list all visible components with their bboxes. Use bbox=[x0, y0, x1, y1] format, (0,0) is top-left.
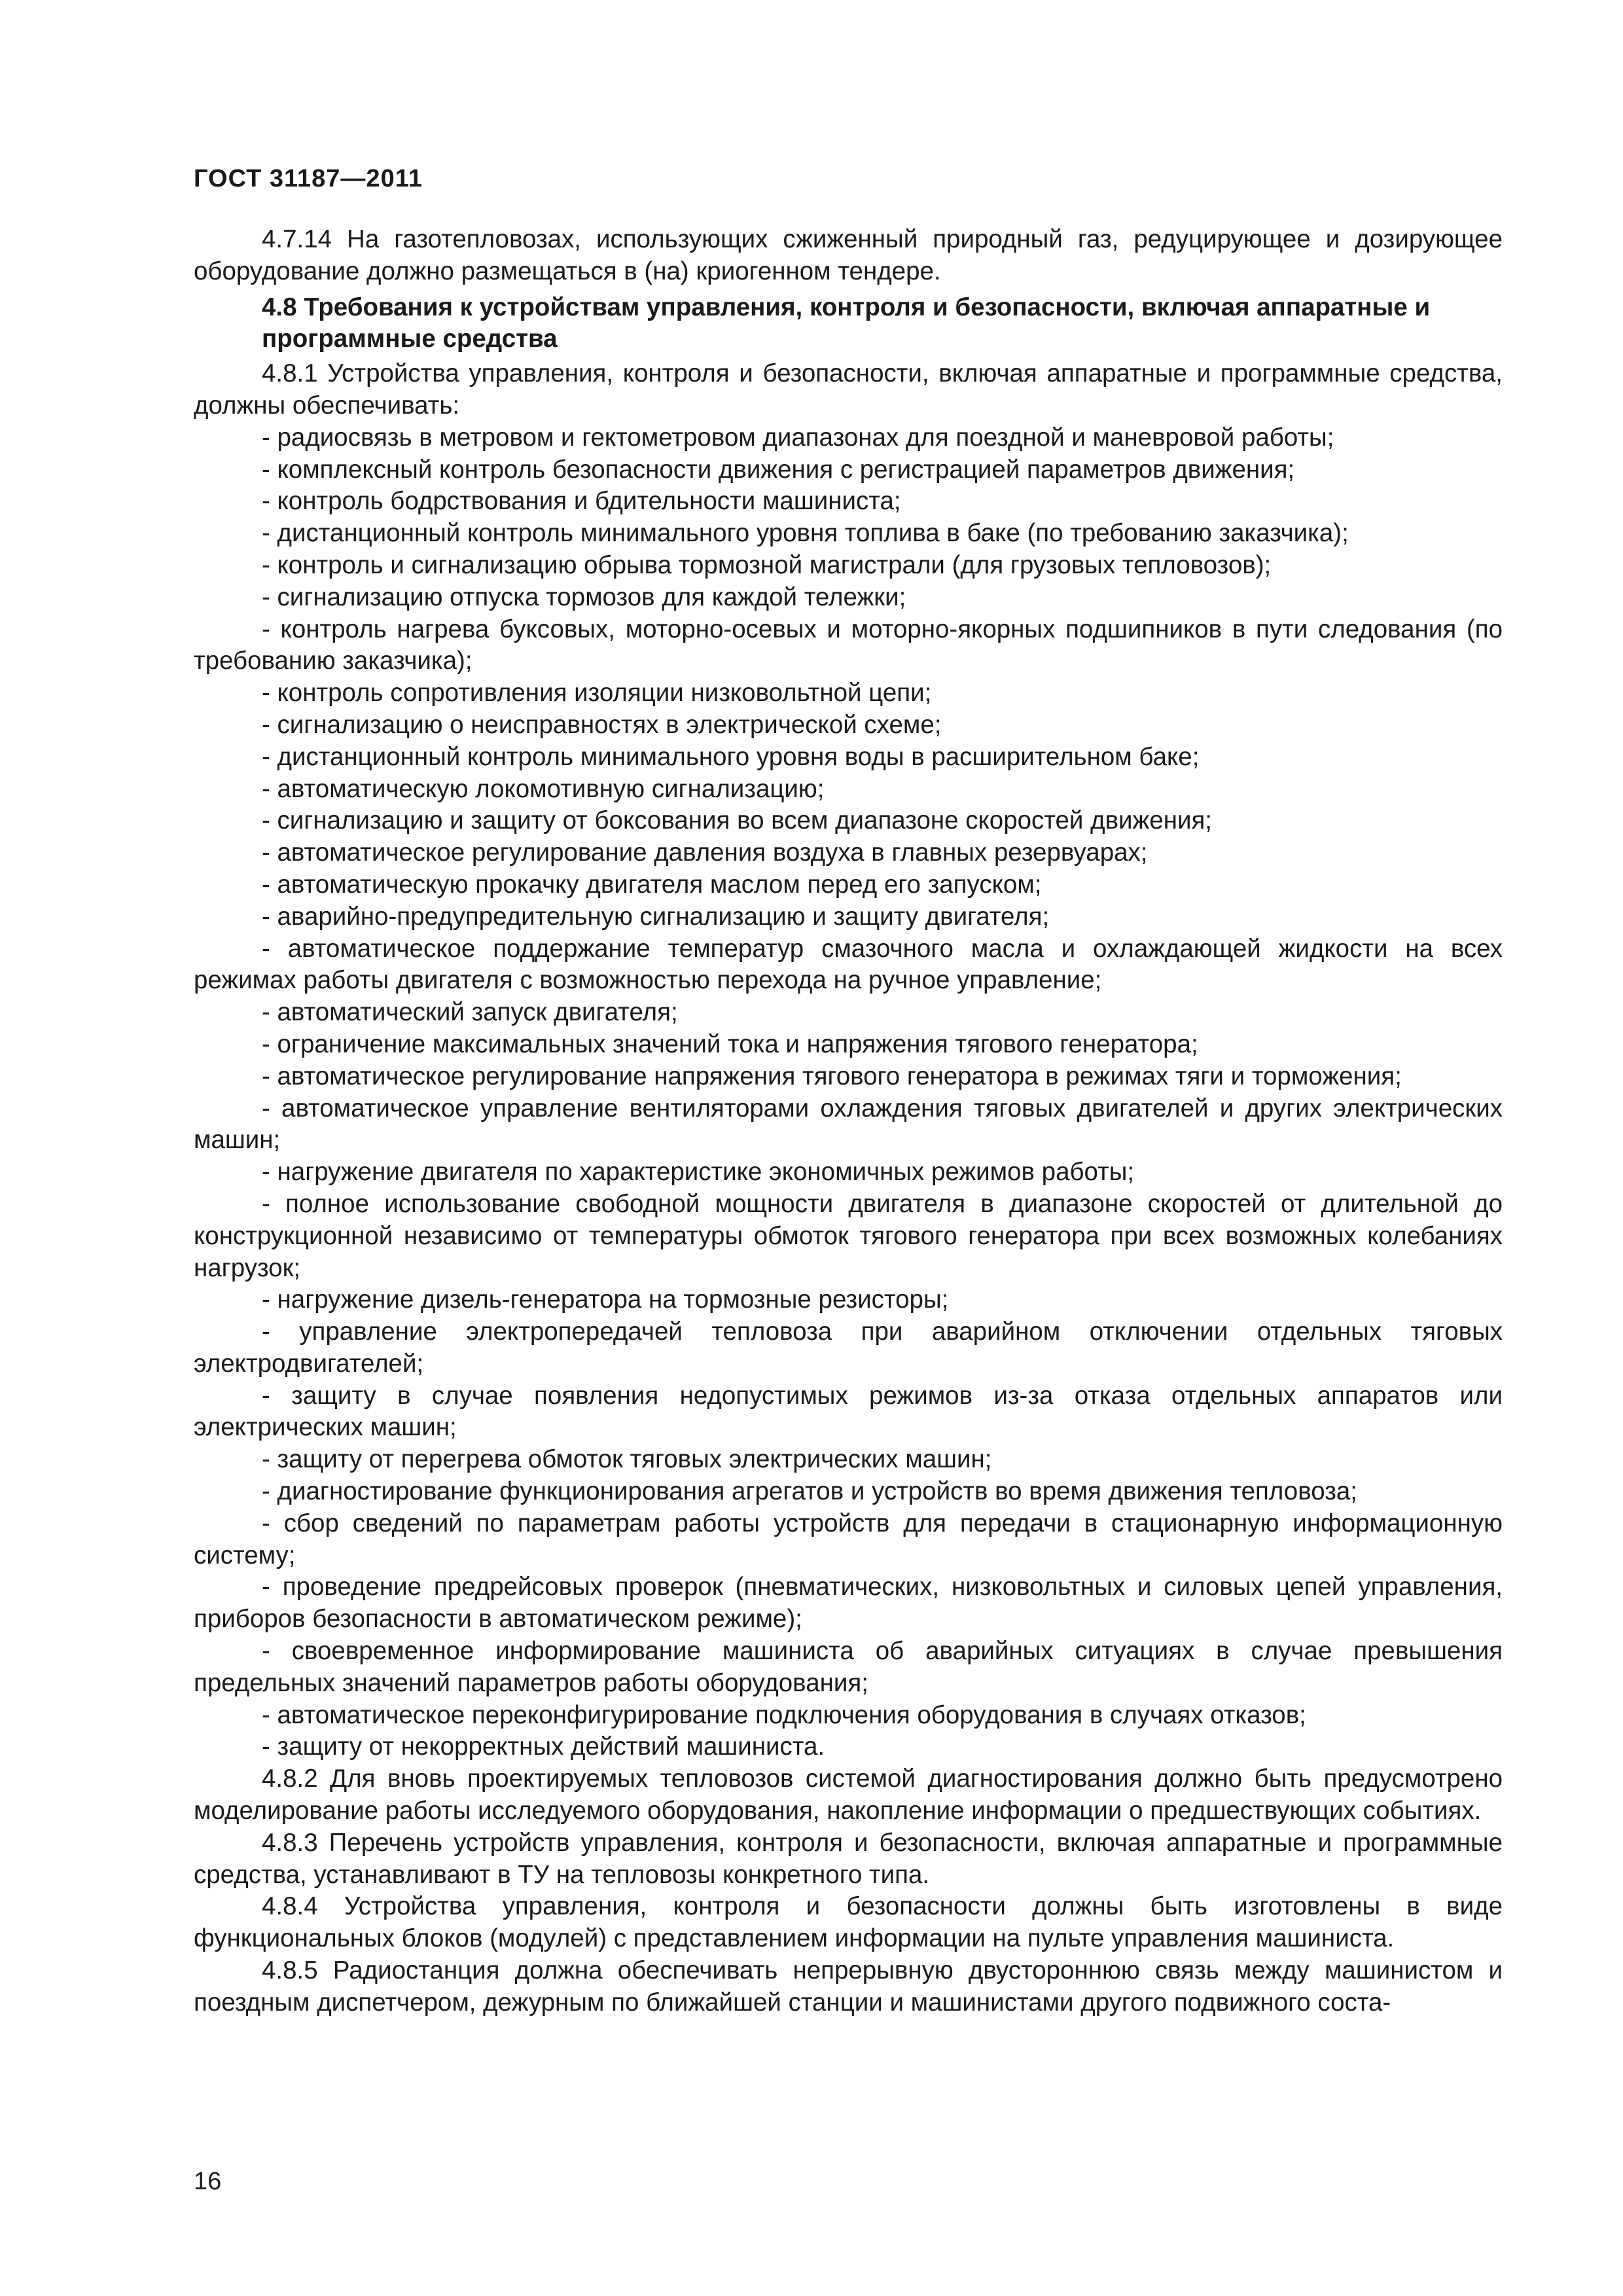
list-item: - комплексный контроль безопасности движения с регистрацией параметров движения; bbox=[262, 455, 1295, 484]
list-item: - дистанционный контроль минимального уровня воды в расширительном баке; bbox=[262, 742, 1200, 771]
list-item: - сбор сведений по параметрам работы устройств для передачи в стационарную информационную систему; bbox=[194, 1509, 1503, 1570]
list-item: - защиту в случае появления недопустимых режимов из-за отказа отдельных аппаратов или электрических машин; bbox=[194, 1381, 1503, 1442]
list-item: - защиту от перегрева обмоток тяговых электрических машин; bbox=[262, 1445, 992, 1474]
list-item: - автоматическое переконфигурирование подключения оборудования в случаях отказов; bbox=[262, 1700, 1306, 1729]
list-item: - управление электропередачей тепловоза при аварийном отключении отдельных тяговых электродвигателей; bbox=[194, 1318, 1503, 1378]
list-item: - контроль и сигнализацию обрыва тормозной магистрали (для грузовых тепловозов); bbox=[262, 550, 1272, 579]
list-item: - контроль нагрева буксовых, моторно-осевых и моторно-якорных подшипников в пути следования (по требованию заказчика); bbox=[194, 615, 1503, 675]
list-item: - автоматический запуск двигателя; bbox=[262, 998, 678, 1027]
list-item: - автоматическую локомотивную сигнализацию; bbox=[262, 774, 825, 803]
list-item: - контроль сопротивления изоляции низковольтной цепи; bbox=[262, 679, 932, 708]
list-item: - радиосвязь в метровом и гектометровом диапазонах для поездной и маневровой работы; bbox=[262, 423, 1334, 452]
page-number: 16 bbox=[194, 2168, 222, 2195]
document-body bbox=[194, 224, 1503, 2019]
list-item: - сигнализацию о неисправностях в электрической схеме; bbox=[262, 710, 942, 739]
list-item: - диагностирование функционирования агрегатов и устройств во время движения тепловоза; bbox=[262, 1477, 1357, 1506]
list-item: - полное использование свободной мощности двигателя в диапазоне скоростей от длительной до конструкционной независимо от температуры обмоток тягового генератора при всех возможных колебаниях нагрузок; bbox=[194, 1189, 1503, 1282]
paragraph-4-8-4: 4.8.4 Устройства управления, контроля и безопасности должны быть изготовлены в виде функциональных блоков (модулей) с представлением информации на пульте управления машиниста. bbox=[194, 1892, 1503, 1953]
paragraph-4-7-14: 4.7.14 На газотепловозах, использующих сжиженный природный газ, редуцирующее и дозирующее оборудование должно размещаться в (на) криогенном тендере. bbox=[194, 225, 1503, 285]
list-item: - своевременное информирование машиниста об аварийных ситуациях в случае превышения предельных значений параметров работы оборудования; bbox=[194, 1637, 1503, 1697]
list-item: - нагружение дизель-генератора на тормозные резисторы; bbox=[262, 1285, 949, 1314]
list-item: - контроль бодрствования и бдительности машиниста; bbox=[262, 487, 901, 516]
list-item: - нагружение двигателя по характеристике экономичных режимов работы; bbox=[262, 1158, 1135, 1187]
document-code-header: ГОСТ 31187—2011 bbox=[194, 165, 423, 192]
paragraph-4-8-1: 4.8.1 Устройства управления, контроля и безопасности, включая аппаратные и программные средства, должны обеспечивать: bbox=[194, 359, 1503, 420]
paragraph-4-8-3: 4.8.3 Перечень устройств управления, контроля и безопасности, включая аппаратные и программные средства, устанавливают в ТУ на тепловозы конкретного типа. bbox=[194, 1828, 1503, 1889]
list-item: - проведение предрейсовых проверок (пневматических, низковольтных и силовых цепей управления, приборов безопасности в автоматическом режиме); bbox=[194, 1573, 1503, 1634]
list-item: - защиту от некорректных действий машиниста. bbox=[262, 1732, 825, 1761]
paragraph-4-8-5: 4.8.5 Радиостанция должна обеспечивать непрерывную двустороннюю связь между машинистом и поездным диспетчером, дежурным по ближайшей станции и машинистами другого подвижного соста- bbox=[194, 1956, 1503, 2017]
list-item: - аварийно-предупредительную сигнализацию и защиту двигателя; bbox=[262, 902, 1050, 931]
list-item: - ограничение максимальных значений тока и напряжения тягового генератора; bbox=[262, 1030, 1198, 1058]
paragraph-4-8-2: 4.8.2 Для вновь проектируемых тепловозов системой диагностирования должно быть предусмотрено моделирование работы исследуемого оборудования, накопление информации о предшествующих событиях. bbox=[194, 1765, 1503, 1825]
list-item: - автоматическое поддержание температур смазочного масла и охлаждающей жидкости на всех режимах работы двигателя с возможностью перехода на ручное управление; bbox=[194, 934, 1503, 995]
list-item: - автоматическое регулирование напряжения тягового генератора в режимах тяги и торможения; bbox=[262, 1062, 1402, 1090]
section-heading-4-8: 4.8 Требования к устройствам управления, контроля и безопасности, включая аппаратные и программные средства bbox=[262, 293, 1431, 353]
list-item: - дистанционный контроль минимального уровня топлива в баке (по требованию заказчика); bbox=[262, 519, 1349, 548]
list-item: - автоматическую прокачку двигателя маслом перед его запуском; bbox=[262, 870, 1042, 899]
requirements-list bbox=[194, 422, 1503, 1763]
list-item: - сигнализацию отпуска тормозов для каждой тележки; bbox=[262, 583, 906, 611]
list-item: - сигнализацию и защиту от боксования во всем диапазоне скоростей движения; bbox=[262, 806, 1213, 835]
list-item: - автоматическое управление вентиляторами охлаждения тяговых двигателей и других электрических машин; bbox=[194, 1094, 1503, 1155]
list-item: - автоматическое регулирование давления воздуха в главных резервуарах; bbox=[262, 838, 1148, 867]
